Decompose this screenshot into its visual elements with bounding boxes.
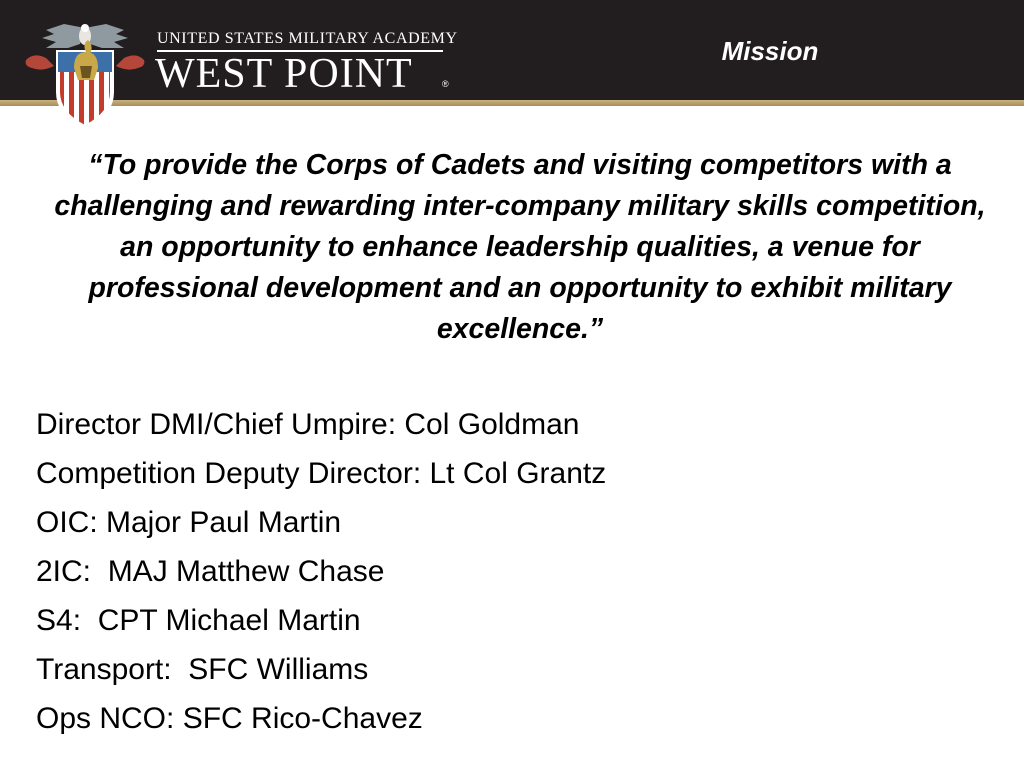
west-point-wordmark xyxy=(155,30,458,97)
slide-title: Mission xyxy=(721,36,819,66)
staff-item-2ic: 2IC: MAJ Matthew Chase xyxy=(36,555,385,588)
staff-item-ops-nco: Ops NCO: SFC Rico-Chavez xyxy=(36,702,423,735)
header-stripe xyxy=(0,100,1024,106)
staff-item-transport: Transport: SFC Williams xyxy=(36,653,369,686)
staff-item-director: Director DMI/Chief Umpire: Col Goldman xyxy=(36,408,580,441)
staff-list xyxy=(36,400,606,743)
wordmark-main-text: WEST POINT xyxy=(155,51,413,97)
mission-quote: “To provide the Corps of Cadets and visiting competitors with a challenging and rewarding inter-company military skills competition, an opportunity to enhance leadership qualities, a venue for professional development and an opportunity to exhibit military excellence.” xyxy=(54,149,986,345)
staff-item-oic: OIC: Major Paul Martin xyxy=(36,506,342,539)
staff-item-s4: S4: CPT Michael Martin xyxy=(36,604,361,637)
staff-item-deputy-director: Competition Deputy Director: Lt Col Grantz xyxy=(36,457,607,490)
wordmark-top-text: UNITED STATES MILITARY ACADEMY xyxy=(157,30,458,47)
registered-mark: ® xyxy=(442,79,449,89)
west-point-crest-icon xyxy=(24,22,146,132)
